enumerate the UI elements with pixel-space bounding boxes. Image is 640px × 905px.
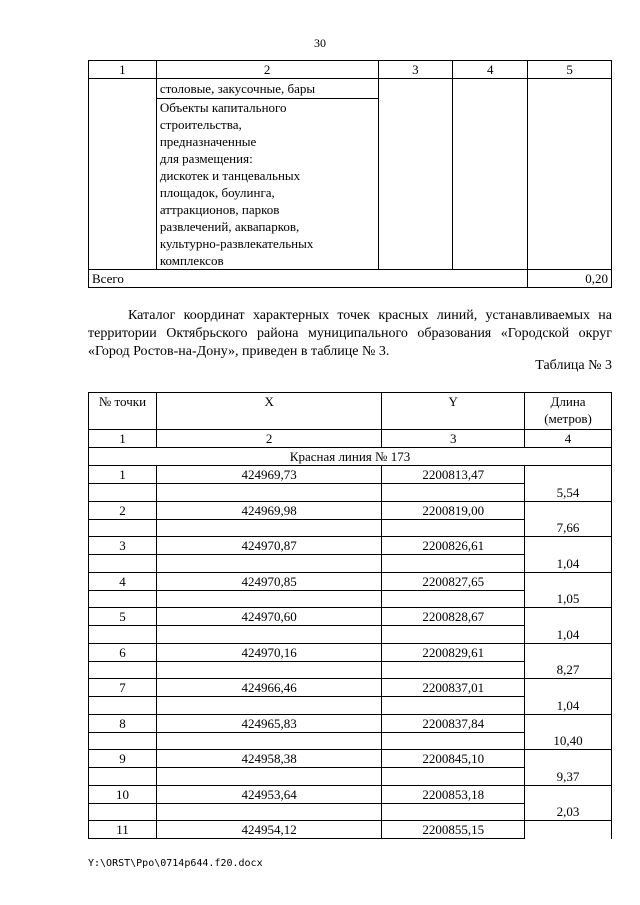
cell <box>156 661 381 679</box>
text-line: аттракционов, парков <box>159 202 280 217</box>
length-empty <box>525 679 612 697</box>
y-coordinate: 2200837,01 <box>382 679 525 697</box>
column-number: 3 <box>382 430 525 448</box>
object-type-b <box>160 99 375 269</box>
y-coordinate: 2200845,10 <box>382 750 525 768</box>
cell <box>382 519 525 537</box>
segment-length-row <box>89 555 612 573</box>
y-coordinate: 2200837,84 <box>382 714 525 732</box>
length-empty <box>525 572 612 590</box>
table-row <box>89 79 612 270</box>
x-coordinate: 424970,16 <box>156 643 381 661</box>
table-header-row <box>89 393 612 430</box>
header-length: Длина (метров) <box>525 393 612 430</box>
cell <box>89 590 157 608</box>
catalog-paragraph <box>88 307 612 361</box>
total-label: Всего <box>89 270 528 288</box>
point-row <box>89 750 612 768</box>
land-use-table <box>88 60 612 288</box>
cell <box>89 661 157 679</box>
segment-length-row <box>89 732 612 750</box>
cell <box>382 555 525 573</box>
page-number: 30 <box>314 36 326 50</box>
cell <box>89 803 157 821</box>
cell <box>156 626 381 644</box>
point-number: 7 <box>89 679 157 697</box>
total-value: 0,20 <box>528 270 612 288</box>
y-coordinate: 2200855,15 <box>382 821 525 839</box>
coordinates-table <box>88 392 612 839</box>
text-line: для размещения: <box>159 151 253 166</box>
point-row <box>89 821 612 839</box>
header-cell: 4 <box>453 61 528 79</box>
segment-length: 1,04 <box>525 626 612 644</box>
cell <box>89 555 157 573</box>
text-line: культурно-развлекательных <box>159 236 314 251</box>
length-empty <box>525 785 612 803</box>
file-path-footer: Y:\ORST\Ppo\0714p644.f20.docx <box>88 858 263 869</box>
text-line: развлечений, аквапарков, <box>159 219 300 234</box>
y-coordinate: 2200853,18 <box>382 785 525 803</box>
x-coordinate: 424970,85 <box>156 572 381 590</box>
segment-length-row <box>89 697 612 715</box>
table-header-row <box>89 61 612 79</box>
length-empty <box>525 537 612 555</box>
cell <box>382 661 525 679</box>
length-empty <box>525 501 612 519</box>
y-coordinate: 2200827,65 <box>382 572 525 590</box>
cell <box>89 732 157 750</box>
point-row <box>89 608 612 626</box>
cell <box>156 519 381 537</box>
cell <box>156 732 381 750</box>
header-cell: 3 <box>378 61 453 79</box>
segment-length: 5,54 <box>525 484 612 502</box>
point-row <box>89 714 612 732</box>
cell <box>156 697 381 715</box>
segment-length-row <box>89 626 612 644</box>
segment-length: 1,04 <box>525 697 612 715</box>
segment-length-row <box>89 661 612 679</box>
cell <box>156 590 381 608</box>
x-coordinate: 424969,73 <box>156 466 381 484</box>
cell <box>453 79 528 270</box>
cell <box>382 803 525 821</box>
point-number: 1 <box>89 466 157 484</box>
header-x: X <box>156 393 381 430</box>
point-number: 10 <box>89 785 157 803</box>
object-description-cell <box>156 79 378 270</box>
cell <box>382 484 525 502</box>
segment-length: 2,03 <box>525 803 612 821</box>
text-line: площадок, боулинга, <box>159 185 275 200</box>
cell <box>89 626 157 644</box>
point-number: 8 <box>89 714 157 732</box>
cell <box>156 803 381 821</box>
text-line: предназначенные <box>159 134 257 149</box>
segment-length-row <box>89 519 612 537</box>
cell <box>156 555 381 573</box>
text-line: комплексов <box>159 253 224 268</box>
x-coordinate: 424953,64 <box>156 785 381 803</box>
segment-length: 9,37 <box>525 768 612 786</box>
point-number: 2 <box>89 501 157 519</box>
cell <box>156 768 381 786</box>
cell <box>156 484 381 502</box>
section-row <box>89 448 612 466</box>
point-row <box>89 785 612 803</box>
point-row <box>89 572 612 590</box>
header-cell: 1 <box>89 61 157 79</box>
x-coordinate: 424970,87 <box>156 537 381 555</box>
y-coordinate: 2200819,00 <box>382 501 525 519</box>
y-coordinate: 2200828,67 <box>382 608 525 626</box>
point-row <box>89 679 612 697</box>
x-coordinate: 424969,98 <box>156 501 381 519</box>
length-empty <box>525 466 612 484</box>
point-number: 3 <box>89 537 157 555</box>
segment-length: 8,27 <box>525 661 612 679</box>
cell <box>382 590 525 608</box>
segment-length: 10,40 <box>525 732 612 750</box>
segment-length-row <box>89 803 612 821</box>
x-coordinate: 424966,46 <box>156 679 381 697</box>
text-line: строительства, <box>159 117 242 132</box>
x-coordinate: 424970,60 <box>156 608 381 626</box>
cell <box>89 484 157 502</box>
text-line: дискотек и танцевальных <box>159 168 301 183</box>
point-row <box>89 501 612 519</box>
segment-length: 1,04 <box>525 555 612 573</box>
cell <box>382 626 525 644</box>
cell <box>382 732 525 750</box>
point-number: 9 <box>89 750 157 768</box>
header-point-number: № точки <box>89 393 157 430</box>
point-row <box>89 466 612 484</box>
point-number: 6 <box>89 643 157 661</box>
segment-length-row <box>89 590 612 608</box>
column-number: 1 <box>89 430 157 448</box>
table-caption: Таблица № 3 <box>535 358 612 373</box>
point-number: 4 <box>89 572 157 590</box>
cell <box>382 768 525 786</box>
header-cell: 5 <box>528 61 612 79</box>
text-line: Объекты капитального <box>159 100 287 115</box>
length-empty <box>525 750 612 768</box>
cell <box>89 768 157 786</box>
y-coordinate: 2200826,61 <box>382 537 525 555</box>
y-coordinate: 2200829,61 <box>382 643 525 661</box>
segment-length: 1,05 <box>525 590 612 608</box>
cell <box>382 697 525 715</box>
point-number: 5 <box>89 608 157 626</box>
paragraph-text: Каталог координат характерных точек красных линий, устанавливаемых на территории Октябрьского района муниципального образования «Городской округ «Город Ростов-на-Дону», приведен в таблице № 3. <box>88 308 612 359</box>
column-number-row <box>89 430 612 448</box>
point-number: 11 <box>89 821 157 839</box>
section-title: Красная линия № 173 <box>89 448 612 466</box>
segment-length-row <box>89 768 612 786</box>
object-type-a: столовые, закусочные, бары <box>157 80 378 99</box>
cell <box>89 519 157 537</box>
coordinates-body <box>89 466 612 839</box>
total-row <box>89 270 612 288</box>
column-number: 4 <box>525 430 612 448</box>
cell <box>89 79 157 270</box>
cell <box>89 697 157 715</box>
cell <box>378 79 453 270</box>
cell <box>528 79 612 270</box>
x-coordinate: 424954,12 <box>156 821 381 839</box>
segment-length: 7,66 <box>525 519 612 537</box>
length-empty <box>525 714 612 732</box>
header-cell: 2 <box>156 61 378 79</box>
length-empty <box>525 821 612 839</box>
point-row <box>89 537 612 555</box>
point-row <box>89 643 612 661</box>
length-empty <box>525 608 612 626</box>
y-coordinate: 2200813,47 <box>382 466 525 484</box>
column-number: 2 <box>156 430 381 448</box>
x-coordinate: 424965,83 <box>156 714 381 732</box>
header-y: Y <box>382 393 525 430</box>
x-coordinate: 424958,38 <box>156 750 381 768</box>
segment-length-row <box>89 484 612 502</box>
length-empty <box>525 643 612 661</box>
